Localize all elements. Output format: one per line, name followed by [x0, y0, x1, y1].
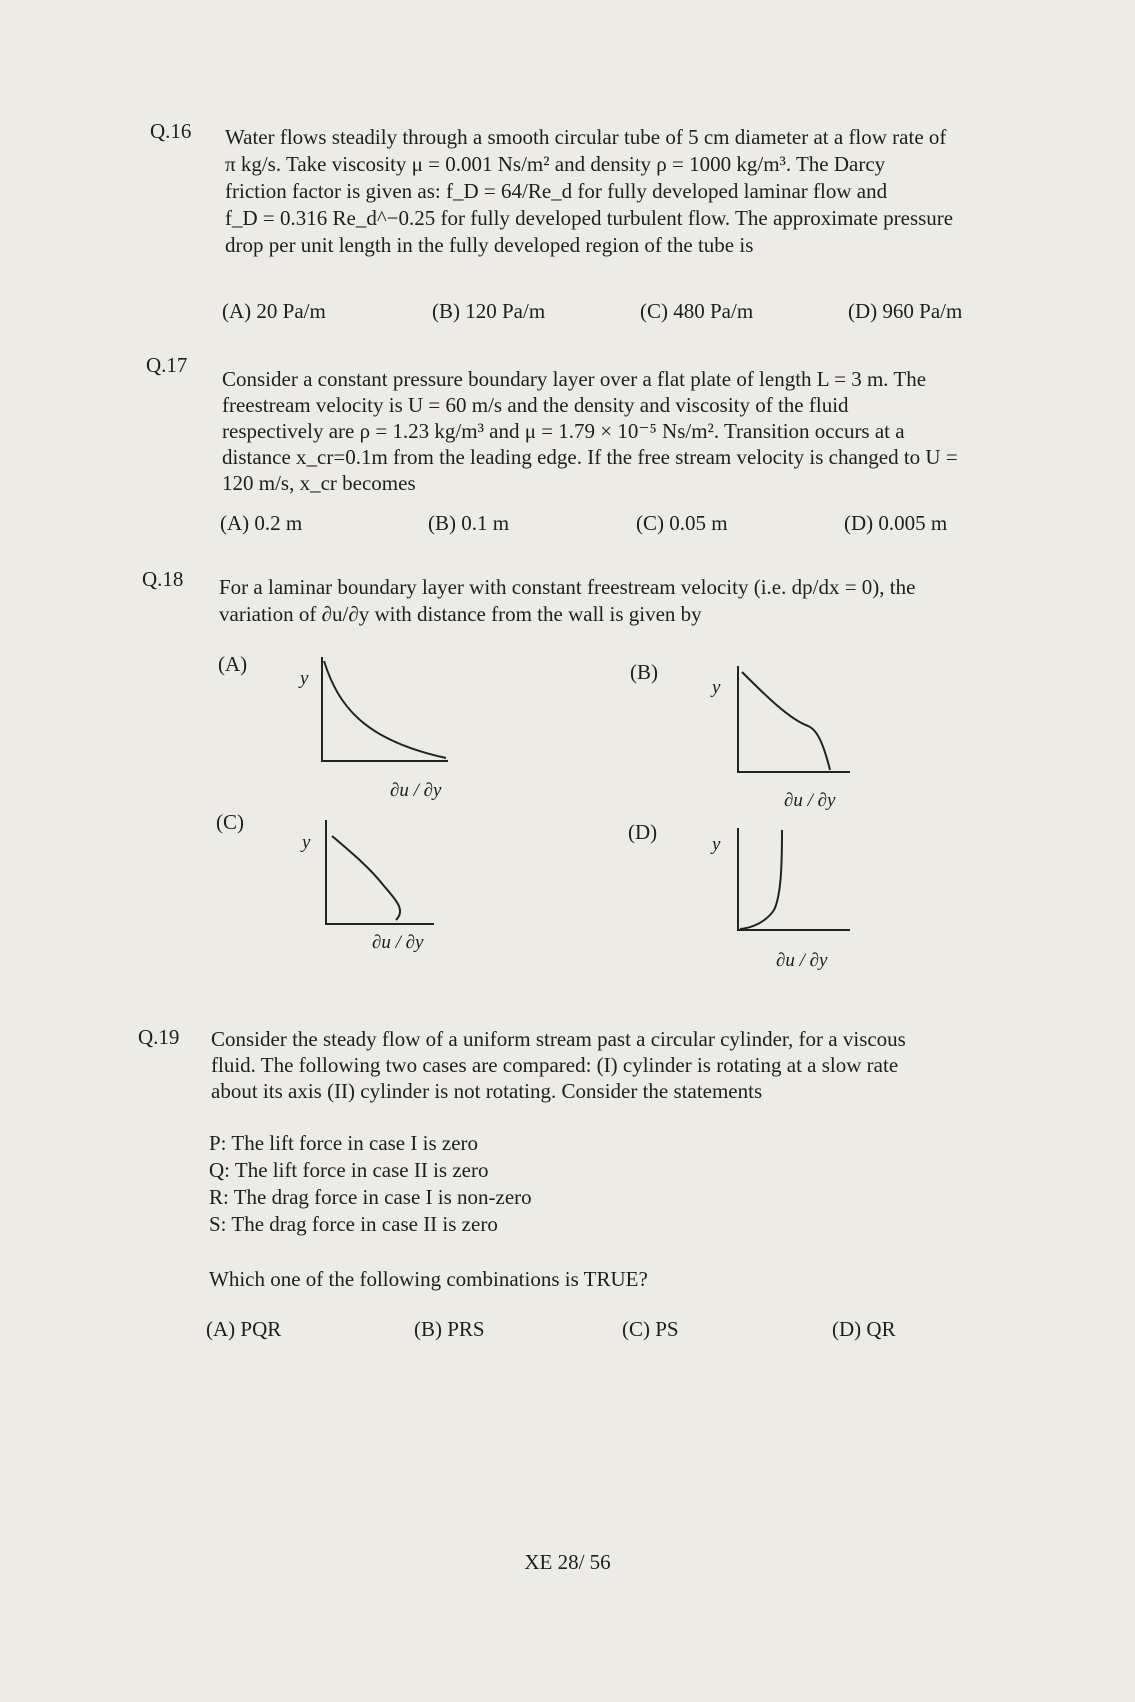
- plot-c-axes: [326, 820, 434, 924]
- option-d[interactable]: (D) QR: [832, 1317, 896, 1341]
- question-line: Water flows steadily through a smooth circular tube of 5 cm diameter at a flow rate of: [225, 125, 947, 149]
- plot-c-x-label: ∂u / ∂y: [372, 932, 424, 953]
- plot-a-axes: [322, 657, 448, 761]
- question-text: [211, 1026, 1023, 1104]
- question-line: π kg/s. Take viscosity μ = 0.001 Ns/m² and density ρ = 1000 kg/m³. The Darcy: [225, 152, 886, 176]
- plot-d-x-label: ∂u / ∂y: [776, 950, 828, 971]
- question-line: For a laminar boundary layer with constant freestream velocity (i.e. dp/dx = 0), the: [219, 575, 916, 599]
- plot-b-y-label: y: [712, 677, 721, 698]
- plot-a: [318, 655, 453, 765]
- question-number: Q.17: [146, 353, 188, 377]
- statement-p: P: The lift force in case I is zero: [209, 1131, 479, 1155]
- question-line: Consider a constant pressure boundary layer over a flat plate of length L = 3 m. The: [222, 367, 927, 391]
- plot-a-x-label: ∂u / ∂y: [390, 780, 442, 801]
- plot-d-label[interactable]: (D): [628, 820, 658, 844]
- question-line: drop per unit length in the fully developed region of the tube is: [225, 233, 754, 257]
- option-c[interactable]: (C) PS: [622, 1317, 679, 1341]
- question-line: fluid. The following two cases are compared: (I) cylinder is rotating at a slow rate: [211, 1053, 899, 1077]
- option-d[interactable]: (D) 0.005 m: [844, 511, 948, 535]
- plot-d-axes: [738, 828, 850, 930]
- option-d[interactable]: (D) 960 Pa/m: [848, 299, 963, 323]
- statement-q: Q: The lift force in case II is zero: [209, 1158, 489, 1182]
- question-line: distance x_cr=0.1m from the leading edge. If the free stream velocity is changed to U =: [222, 445, 958, 469]
- plot-b: [734, 664, 854, 776]
- statement-list: [209, 1130, 532, 1238]
- statement-s: S: The drag force in case II is zero: [209, 1212, 498, 1236]
- option-a[interactable]: (A) 0.2 m: [220, 511, 303, 535]
- plot-a-y-label: y: [300, 668, 309, 689]
- question-line: f_D = 0.316 Re_d^−0.25 for fully developed turbulent flow. The approximate pressure: [225, 206, 954, 230]
- plot-d-y-label: y: [712, 834, 721, 855]
- page-footer: XE 28/ 56: [524, 1550, 611, 1574]
- option-c[interactable]: (C) 480 Pa/m: [640, 299, 754, 323]
- option-a[interactable]: (A) 20 Pa/m: [222, 299, 326, 323]
- option-a[interactable]: (A) PQR: [206, 1317, 282, 1341]
- question-prompt: Which one of the following combinations is TRUE?: [209, 1267, 648, 1291]
- question-line: variation of ∂u/∂y with distance from the wall is given by: [219, 602, 702, 626]
- question-text: [222, 366, 1034, 496]
- plot-c-label[interactable]: (C): [216, 810, 244, 834]
- question-number: Q.16: [150, 119, 192, 143]
- question-number: Q.18: [142, 567, 184, 591]
- plot-b-label[interactable]: (B): [630, 660, 658, 684]
- question-line: freestream velocity is U = 60 m/s and the density and viscosity of the fluid: [222, 393, 849, 417]
- question-line: Consider the steady flow of a uniform stream past a circular cylinder, for a viscous: [211, 1027, 906, 1051]
- option-b[interactable]: (B) PRS: [414, 1317, 485, 1341]
- question-line: friction factor is given as: f_D = 64/Re_d for fully developed laminar flow and: [225, 179, 888, 203]
- plot-c: [322, 818, 437, 928]
- option-b[interactable]: (B) 0.1 m: [428, 511, 510, 535]
- question-line: 120 m/s, x_cr becomes: [222, 471, 416, 495]
- plot-a-curve: [324, 661, 446, 758]
- question-number: Q.19: [138, 1025, 180, 1049]
- plot-c-curve: [332, 836, 400, 920]
- plot-d-curve: [740, 830, 782, 929]
- plot-c-y-label: y: [302, 832, 311, 853]
- plot-a-label[interactable]: (A): [218, 652, 248, 676]
- question-line: respectively are ρ = 1.23 kg/m³ and μ = 1.79 × 10⁻⁵ Ns/m². Transition occurs at a: [222, 419, 905, 443]
- option-c[interactable]: (C) 0.05 m: [636, 511, 728, 535]
- plot-d: [734, 826, 854, 934]
- plot-b-curve: [742, 672, 830, 770]
- plot-b-x-label: ∂u / ∂y: [784, 790, 836, 811]
- question-line: about its axis (II) cylinder is not rotating. Consider the statements: [211, 1079, 763, 1103]
- statement-r: R: The drag force in case I is non-zero: [209, 1185, 532, 1209]
- question-text: [225, 124, 1037, 259]
- question-text: [219, 574, 1031, 628]
- option-b[interactable]: (B) 120 Pa/m: [432, 299, 546, 323]
